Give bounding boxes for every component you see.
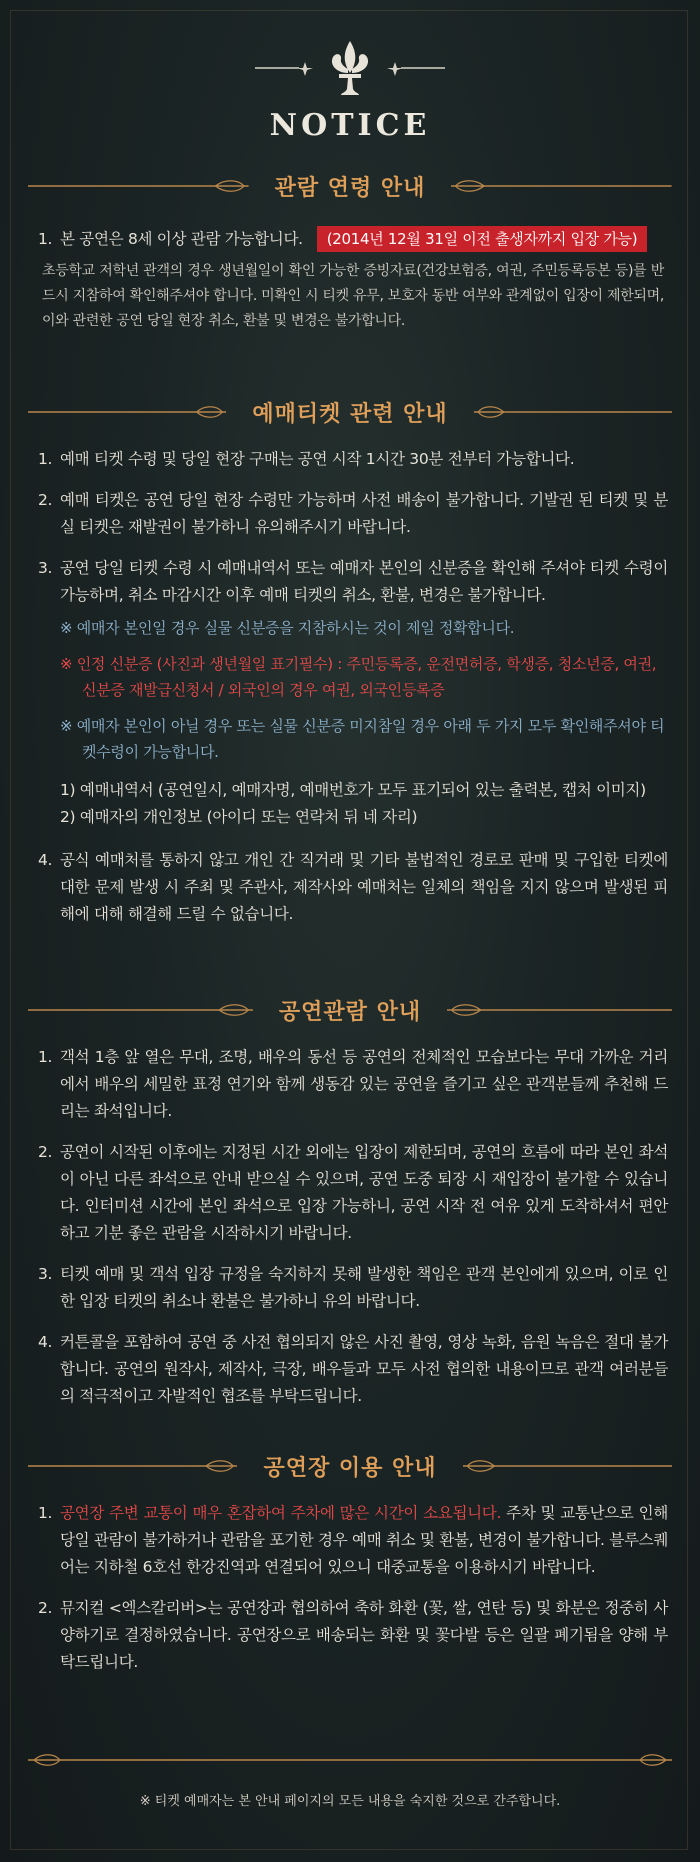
age-item-1 [38, 226, 668, 253]
item-number: 1. [38, 1504, 53, 1522]
item-text: 예매 티켓 수령 및 당일 현장 구매는 공연 시작 1시간 30분 전부터 가능합니다. [60, 450, 575, 468]
venue-item-2 [38, 1595, 668, 1676]
ornament-rule-left [28, 1459, 237, 1473]
proxy-list-2: 2) 예매자의 개인정보 (아이디 또는 연락처 뒤 네 자리) [60, 808, 418, 826]
viewing-item-2 [38, 1139, 668, 1247]
item-number: 1. [38, 230, 53, 248]
item-text: 객석 1층 앞 열은 무대, 조명, 배우의 동선 등 공연의 전체적인 모습보다는 무대 가까운 거리에서 배우의 세밀한 표정 연기와 함께 생동감 있는 공연을 즐기고 싶은 관객분들께 추천해 드리는 좌석입니다. [60, 1048, 668, 1120]
ticket-item-2 [38, 487, 668, 541]
section-title: 관람 연령 안내 [274, 175, 426, 201]
item-text: 공연이 시작된 이후에는 지정된 시간 외에는 입장이 제한되며, 공연의 흐름에 따라 본인 좌석이 아닌 다른 좌석으로 안내 받으실 수 있으며, 공연 도중 퇴장 시 재입장이 불가할 수 있습니다. 인터미션 시간에 본인 좌석으로 입장 가능하니, 공연 시작 전 여유 있게 도착하셔서 편안하고 기분 좋은 관람을 시작하시기 바랍니다. [60, 1143, 668, 1242]
sparkle-right-icon [385, 60, 445, 80]
section-title: 공연관람 안내 [278, 999, 422, 1025]
age-section [38, 226, 668, 334]
section-heading-venue [28, 1446, 672, 1486]
footer-note: ※ 티켓 예매자는 본 안내 페이지의 모든 내용을 숙지한 것으로 간주합니다. [139, 1794, 561, 1809]
item-text: 본 공연은 8세 이상 관람 가능합니다. [60, 230, 303, 248]
section-title: 예매티켓 관련 안내 [252, 401, 448, 427]
proxy-list-1: 1) 예매내역서 (공연일시, 예매자명, 예매번호가 모두 표기되어 있는 출력본, 캡처 이미지) [60, 781, 646, 799]
ticket-section [38, 446, 668, 942]
sparkle-left-icon [255, 60, 315, 80]
viewing-item-3 [38, 1261, 668, 1315]
ticket-item-3 [38, 555, 668, 609]
header [0, 40, 700, 143]
ornament-rule-right [474, 405, 672, 419]
section-heading-age [28, 166, 672, 206]
age-detail: 초등학교 저학년 관객의 경우 생년월일이 확인 가능한 증빙자료(건강보험증, 여권, 주민등록등본 등)를 반드시 지참하여 확인해주셔야 합니다. 미확인 시 티켓 유무, 보호자 동반 여부와 관계없이 입장이 제한되며, 이와 관련한 공연 당일 현장 취소, 환불 및 변경은 불가합니다. [42, 263, 664, 329]
ornament-rule-right [463, 1459, 672, 1473]
fleur-ornament [0, 40, 700, 100]
venue-item-1 [38, 1500, 668, 1581]
viewing-item-1 [38, 1044, 668, 1125]
page-title: NOTICE [269, 108, 431, 143]
item-text: 티켓 예매 및 객석 입장 규정을 숙지하지 못해 발생한 책임은 관객 본인에게 있으며, 이로 인한 입장 티켓의 취소나 환불은 불가하니 유의 바랍니다. [60, 1265, 668, 1310]
item-number: 1. [38, 450, 53, 468]
item-number: 2. [38, 1143, 53, 1161]
item-number: 2. [38, 491, 53, 509]
viewing-section [38, 1044, 668, 1424]
section-heading-ticket [28, 392, 672, 432]
venue-section [38, 1500, 668, 1690]
item-number: 3. [38, 559, 53, 577]
item-text: 공식 예매처를 통하지 않고 개인 간 직거래 및 기타 불법적인 경로로 판매 및 구입한 티켓에 대한 문제 발생 시 주최 및 주관사, 제작사와 예매처는 일체의 책임을 지지 않으며 발생된 피해에 대해 해결해 드릴 수 없습니다. [60, 851, 668, 923]
id-note-red: ※ 인정 신분증 (사진과 생년월일 표기필수) : 주민등록증, 운전면허증, 학생증, 청소년증, 여권, 신분증 재발급신청서 / 외국인의 경우 여권, 외국인등록증 [60, 655, 657, 699]
fleur-de-lis-icon [327, 39, 373, 101]
id-note-blue: ※ 예매자 본인일 경우 실물 신분증을 지참하시는 것이 제일 정확합니다. [60, 619, 515, 637]
bottom-ornament-rule [28, 1752, 672, 1766]
item-text: 예매 티켓은 공연 당일 현장 수령만 가능하며 사전 배송이 불가합니다. 기발권 된 티켓 및 분실 티켓은 재발권이 불가하니 유의해주시기 바랍니다. [60, 491, 668, 536]
item-number: 4. [38, 851, 53, 869]
ornament-rule-right [451, 179, 672, 193]
traffic-warning: 공연장 주변 교통이 매우 혼잡하여 주차에 많은 시간이 소요됩니다. [60, 1504, 502, 1522]
item-number: 3. [38, 1265, 53, 1283]
ornament-rule-right [447, 1003, 672, 1017]
item-number: 2. [38, 1599, 53, 1617]
item-text: 주차 및 교통난으로 인해 당일 관람이 불가하거나 관람을 포기한 경우 예매 취소 및 환불, 변경이 불가합니다. 블루스퀘어는 지하철 6호선 한강진역과 연결되어 있으니 대중교통을 이용하시기 바랍니다. [60, 1504, 668, 1576]
ornament-rule-left [28, 405, 226, 419]
ornament-rule-left [28, 1003, 253, 1017]
section-heading-viewing [28, 990, 672, 1030]
item-text: 공연 당일 티켓 수령 시 예매내역서 또는 예매자 본인의 신분증을 확인해 주셔야 티켓 수령이 가능하며, 취소 마감시간 이후 예매 티켓의 취소, 환불, 변경은 불가합니다. [60, 559, 668, 604]
item-text: 뮤지컬 <엑스칼리버>는 공연장과 협의하여 축하 화환 (꽃, 쌀, 연탄 등) 및 화분은 정중히 사양하기로 결정하였습니다. 공연장으로 배송되는 화환 및 꽃다발 등은 일괄 폐기됨을 양해 부탁드립니다. [60, 1599, 668, 1671]
item-number: 1. [38, 1048, 53, 1066]
item-text: 커튼콜을 포함하여 공연 중 사전 협의되지 않은 사진 촬영, 영상 녹화, 음원 녹음은 절대 불가합니다. 공연의 원작사, 제작사, 극장, 배우들과 모두 사전 협의한 내용이므로 관객 여러분들의 적극적이고 자발적인 협조를 부탁드립니다. [60, 1333, 668, 1405]
ornament-rule-left [28, 179, 249, 193]
proxy-note-blue: ※ 예매자 본인이 아닐 경우 또는 실물 신분증 미지참일 경우 아래 두 가지 모두 확인해주셔야 티켓수령이 가능합니다. [60, 717, 665, 761]
ticket-item-4 [38, 847, 668, 928]
birthdate-highlight-badge: (2014년 12월 31일 이전 출생자까지 입장 가능) [317, 226, 648, 252]
ticket-item-1 [38, 446, 668, 473]
item-number: 4. [38, 1333, 53, 1351]
section-title: 공연장 이용 안내 [263, 1455, 437, 1481]
viewing-item-4 [38, 1329, 668, 1410]
